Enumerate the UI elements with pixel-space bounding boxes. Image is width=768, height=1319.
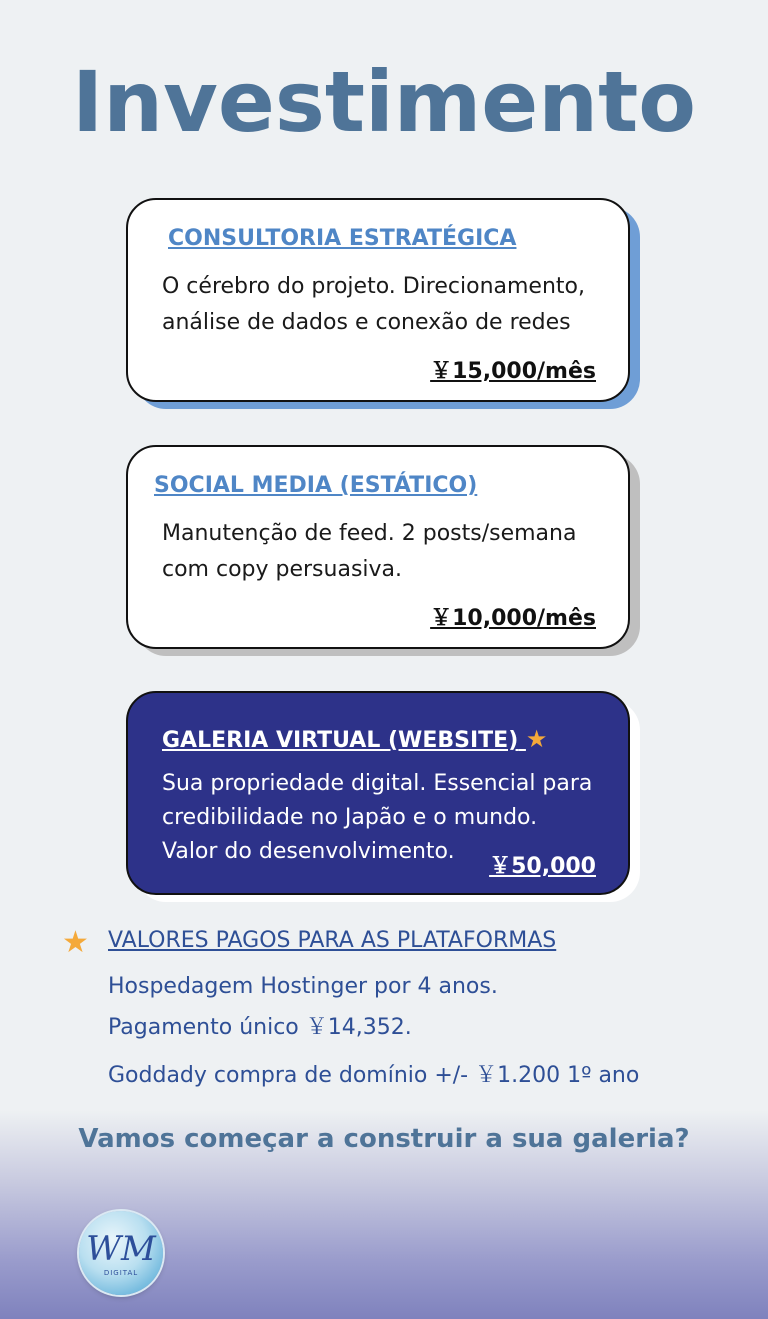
- platforms-line2: Pagamento único ￥14,352.: [108, 1015, 412, 1040]
- platforms-line1: Hospedagem Hostinger por 4 anos.: [108, 974, 498, 999]
- star-icon: ★: [525, 725, 548, 753]
- card-price: ￥10,000/mês: [430, 606, 596, 631]
- logo-subtext: DIGITAL: [103, 1269, 139, 1277]
- card-title: [162, 727, 547, 753]
- card-price: ￥15,000/mês: [430, 359, 596, 384]
- platforms-line3: Goddady compra de domínio +/- ￥1.200 1º ano: [108, 1063, 640, 1088]
- star-icon: ★: [62, 926, 89, 959]
- brand-logo: [79, 1211, 163, 1295]
- call-to-action: Vamos começar a construir a sua galeria?: [78, 1124, 690, 1154]
- card-description-line2: credibilidade no Japão e o mundo.: [162, 805, 538, 830]
- card-title: CONSULTORIA ESTRATÉGICA: [168, 226, 517, 251]
- card-description-line3: Valor do desenvolvimento.: [162, 839, 455, 864]
- card-title-text: GALERIA VIRTUAL (WEBSITE): [162, 728, 519, 753]
- platforms-heading: VALORES PAGOS PARA AS PLATAFORMAS: [108, 928, 557, 953]
- card-description-line1: Sua propriedade digital. Essencial para: [162, 771, 593, 796]
- logo-mark: WM: [86, 1229, 156, 1269]
- card-description-line2: com copy persuasiva.: [162, 557, 403, 582]
- card-description-line1: Manutenção de feed. 2 posts/semana: [162, 521, 577, 546]
- card-price: ￥50,000: [489, 854, 596, 879]
- card-description-line1: O cérebro do projeto. Direcionamento,: [162, 274, 585, 299]
- card-title: SOCIAL MEDIA (ESTÁTICO): [154, 473, 478, 498]
- page-title: Investimento: [72, 53, 696, 151]
- card-galeria-virtual[interactable]: [126, 691, 630, 895]
- card-consultoria[interactable]: [126, 198, 630, 402]
- card-description-line2: análise de dados e conexão de redes: [162, 310, 571, 335]
- card-social-media[interactable]: [126, 445, 630, 649]
